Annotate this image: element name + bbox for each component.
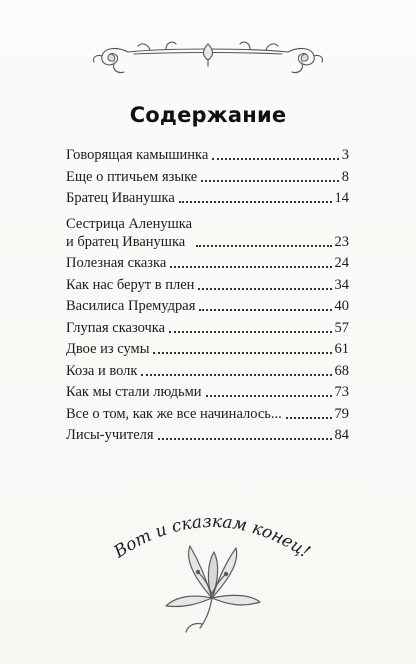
toc-entry-page: 8 <box>341 168 349 185</box>
toc-entry-title: Говорящая камышинка <box>66 147 209 163</box>
toc-entry <box>66 297 349 315</box>
toc-entry-page: 84 <box>334 427 349 443</box>
toc-entry <box>66 340 349 358</box>
toc-dot-leader <box>170 266 331 268</box>
toc-dot-leader <box>199 309 331 311</box>
toc-entry-page: 79 <box>334 405 349 422</box>
toc-dot-leader <box>206 395 332 397</box>
toc-entry <box>66 211 349 251</box>
toc-entry <box>66 405 349 423</box>
lily-ornament-icon <box>102 502 322 642</box>
toc-entry-title: Братец Иванушка <box>66 190 175 206</box>
ending-text: Вот и сказкам конец! <box>110 511 314 563</box>
toc-entry-title: Коза и волк <box>66 362 138 379</box>
page-title: Содержание <box>129 103 287 127</box>
toc-entry-page: 40 <box>334 298 349 314</box>
toc-entry-page: 34 <box>334 276 349 293</box>
toc-dot-leader <box>169 331 331 333</box>
toc-entry-title: Лисы-учителя <box>66 427 154 443</box>
toc-entry-page: 3 <box>341 147 349 163</box>
toc-dot-leader <box>179 201 332 203</box>
toc-entry-page: 57 <box>334 319 349 336</box>
toc-entry-page: 61 <box>334 341 349 357</box>
toc-dot-leader <box>286 417 332 419</box>
toc-entry <box>66 168 349 186</box>
toc-entry-page: 73 <box>334 384 349 400</box>
toc-entry <box>66 189 349 207</box>
toc-entry <box>66 383 349 401</box>
floral-ornament-icon <box>88 34 328 78</box>
toc-dot-leader <box>158 438 332 440</box>
toc-dot-leader <box>196 245 331 247</box>
toc-entry <box>66 254 349 272</box>
toc-entry-page: 68 <box>334 362 349 379</box>
toc-dot-leader <box>141 374 331 376</box>
table-of-contents <box>66 146 349 448</box>
toc-entry <box>66 146 349 164</box>
toc-entry-page: 23 <box>334 233 349 250</box>
toc-entry-title: Сестрица Аленушка и братец Иванушка <box>66 215 193 250</box>
toc-dot-leader <box>153 352 331 354</box>
toc-entry-page: 24 <box>334 255 349 271</box>
toc-entry <box>66 319 349 337</box>
toc-entry <box>66 426 349 444</box>
toc-dot-leader <box>201 180 339 182</box>
toc-entry <box>66 362 349 380</box>
toc-entry-title: Двое из сумы <box>66 341 150 357</box>
toc-entry-page: 14 <box>334 190 349 206</box>
toc-entry-title: Как мы стали людьми <box>66 384 202 400</box>
toc-entry-title: Василиса Премудрая <box>66 298 196 314</box>
toc-entry-title: Глупая сказочка <box>66 319 166 336</box>
toc-entry-title: Еще о птичьем языке <box>66 168 198 185</box>
toc-dot-leader <box>198 288 331 290</box>
toc-entry-title: Как нас берут в плен <box>66 276 195 293</box>
toc-entry-title: Все о том, как же все начиналось... <box>66 405 282 422</box>
toc-entry <box>66 276 349 294</box>
toc-dot-leader <box>212 158 338 160</box>
toc-entry-title: Полезная сказка <box>66 255 167 271</box>
